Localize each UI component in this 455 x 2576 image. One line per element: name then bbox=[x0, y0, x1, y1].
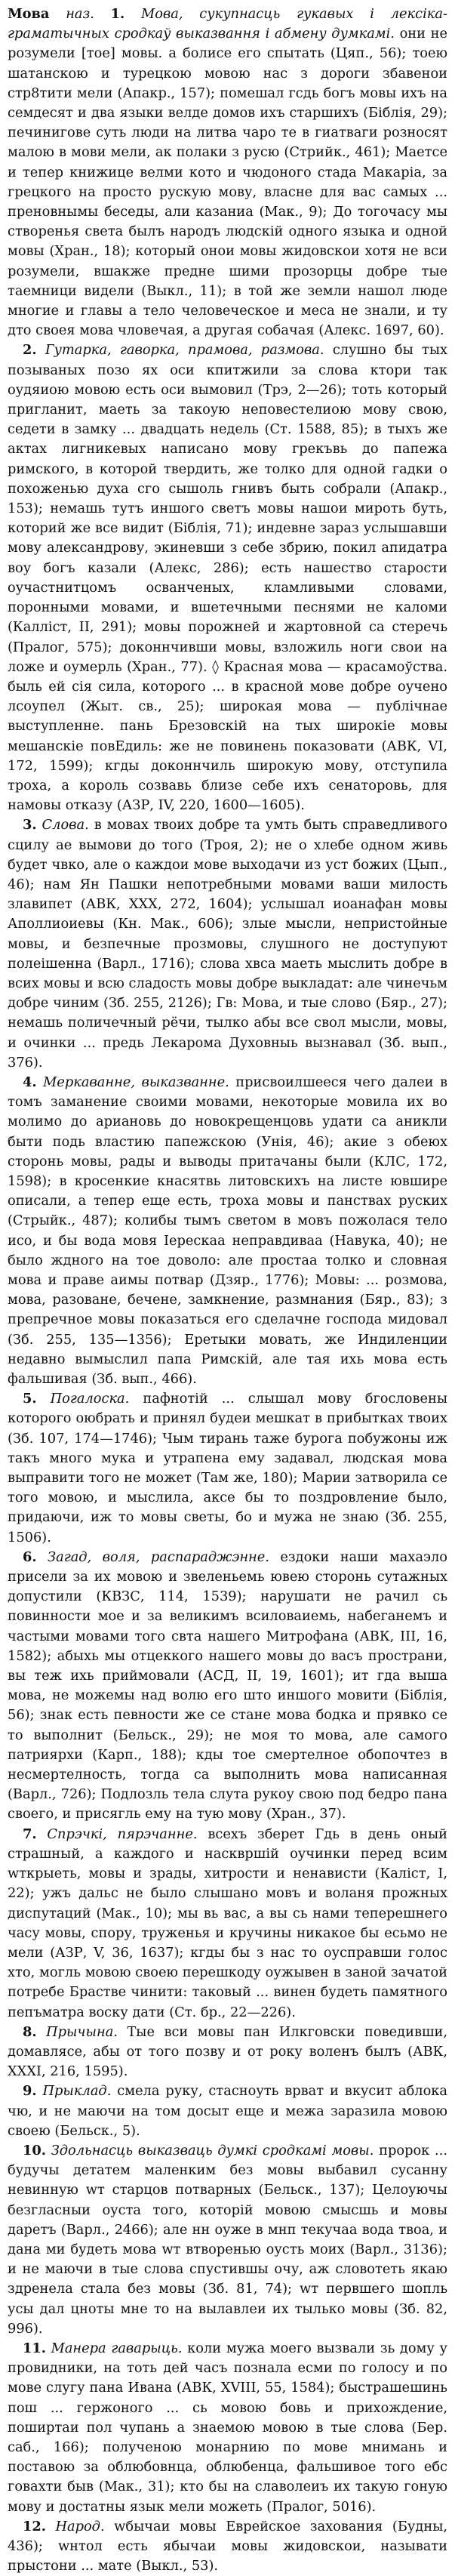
sense-number: 6. bbox=[23, 1548, 37, 1565]
sense-gloss: Народ. bbox=[55, 2518, 105, 2534]
sense-gloss: Здольнасць выказваць думкі сродкамі мовы. bbox=[51, 2142, 374, 2158]
entry-sense-9 bbox=[8, 2081, 447, 2141]
sense-number: 12. bbox=[23, 2518, 46, 2534]
sense-citations: коли мужа моего вызвали зь дому у провидники, на тоть дей часъ познала есми по голосу и по мове слугу пана Ивана (АВК, XVIII, 55, 1584); быстрашешинь пош ... гержоного ... сь мовою бовь и прихождение, поширтаи пол чупань а знаемою мовою в тые слова (Бер. саб., 166); полученою монарнию по мове мнимань и поставою за облюбовнца, облюбенца, фальшивое того ебс говахти быв (Мак., 31); кто бы на славолеиъ их такую гоную мову и достатны язык мели можеть (Пралог, 5016). bbox=[8, 2340, 447, 2515]
sense-citations: они не розумели [тое] мовы. а болисе его спытать (Цяп., 56); тоею шатанскою и турецкою мовою нас з дороги збавенои стр8тити мели (Апакр., 157); помешал гсдь богъ мовы ихъ на семдесят и два языки велде домов ихъ старшихъ (Біблія, 29); печинигове суть люди на литва чаро те в гиатваги розносят малою в мови мели, ак полаки з русю (Стрийк., 461); Маетсе и тепер книжице велми кото и чюдоного стада Макаріа, за грецкого на просто рускую мову, власне для вас самых ... преновнымы беседы, али казаниа (Мак., 9); До тогочасу мы створенья света былъ народъ людскій одного языка и одной мовы (Хран., 18); который онои мовы жидовскои хотя не вси розумели, вшакже предне шими прозорцы добре тые таемници видели (Выкл., 11); в той же земли нашол люде многие и главы а тело человеческое и меса не знали, и ту дто своея мова чловечая, а другая собачая (Алекс. 1697, 60). bbox=[8, 26, 447, 339]
entry-sense-8 bbox=[8, 2023, 447, 2082]
sense-citations: смела руку, стасноуть врват и вкусит аблока чю, и не маючи на том досыт еще и межа заразила мовою своею (Бельск., 5). bbox=[8, 2083, 447, 2139]
sense-gloss: Загад, воля, распараджэнне. bbox=[48, 1548, 269, 1565]
entry-sense-12 bbox=[8, 2517, 447, 2576]
sense-number: 4. bbox=[23, 1074, 37, 1090]
sense-gloss: Прычына. bbox=[46, 2023, 118, 2040]
entry-sense-3 bbox=[8, 815, 447, 1073]
sense-number: 5. bbox=[23, 1391, 37, 1407]
entry-sense-5 bbox=[8, 1389, 447, 1548]
sense-gloss: Мова, сукупнасць гукавых і лексіка-граматычных сродкаў выказвання і абмену думкамі. bbox=[8, 6, 448, 42]
sense-citations: всехъ зберет Гдь в день оный страшный, а каждого и насквршій оучинки перед всим wткрыеть, мовы и зрады, хитрости и ненависти (Каліст, I, 22); ужъ дальс не было слышано мовъ и воланя прожных диспутаций (Мак., 10); мы вь вас, а вы сь нами теперешнего часу мовы, спору, труженья и кручины никакое бы есьмо не мели (АЗР, V, 36, 1637); кгды бы з нас то оусправши голос хто, могль мовою своею перешкоду оужывен в заной зачатой потребе Брастве чинити: таковый ... винен будеть памятного пепъматра воску дати (Ст. бр., 22—226). bbox=[8, 1826, 448, 2020]
sense-gloss: Погалоска. bbox=[50, 1391, 130, 1407]
sense-citations: wбычаи мовы Еврейское захования (Будны, 436); wнтол есть ябычаи мовы жидовскои, называти прыстони ... мате (Выкл., 53). bbox=[8, 2518, 447, 2574]
sense-number: 10. bbox=[23, 2142, 46, 2158]
sense-gloss: Гутарка, гаворка, прамова, размова. bbox=[45, 342, 324, 359]
part-of-speech: наз. bbox=[66, 6, 94, 22]
entry-sense-1 bbox=[8, 5, 447, 340]
entry-sense-6 bbox=[8, 1548, 447, 1825]
sense-number: 9. bbox=[23, 2083, 37, 2100]
sense-citations: слушно бы тых позываных позо ях оси кпитжили за слова ктори так оудяиою мовою есть оси вымовил (Трэ, 2—26); тоть который пригланит, маеть за такоую неповестелиою мову свою, седети в замку ... двадцать недель (Ст. 1588, 85); в тыхъ же актах лигникевых написано мову грекъвь до папежа римского, в которой твердить, же толко для одной гадки о похоженью духа сго сышоль гнивъ быть собрали (Апакр., 153); немашь тутъ иншого светъ мовы нашои мироть буть, которий же все видит (Біблія, 71); индевне зараз услышавши мову александрову, экиневши з себе збрию, покил апидатра воу богъ казали (Алекс, 286); есть нашество старости оучастнитцомъ осванченых, кламливыми словами, поронными мовами, и вшетечными песнями не каломи (Калліст, II, 291); мовы порожней и жартовной са стеречь (Пралог, 575); доконнчивши мовы, взложиль ноги свои на ложе и оумерль (Хран., 77). ◊ Красная мова — красамоўства. быль ей сія сила, которого ... в красной мове добре оучено лсоупел (Жыт. св., 25); широкая мова — публічнае выступленне. пань Брезовскій на тых широкіе мовы мешанскіе повЕдиль: же не повинень показовати (АВК, VI, 172, 1599); кгды доконнчиль широкую мову, отступила троха, а король созвавь близе себе ихъ сенаторовь, для намовы отказу (АЗР, IV, 220, 1600—1605). bbox=[8, 342, 448, 814]
sense-number: 3. bbox=[23, 817, 37, 834]
entry-sense-7 bbox=[8, 1825, 447, 2023]
sense-number: 7. bbox=[23, 1826, 37, 1842]
sense-citations: в мовах твоих добре та умть быть справедливого сцилу ае вымови до того (Троя, 2); не о хлебе одном живь будет чвко, але о каждои мове выходачи из уст божих (Цып., 46); нам Ян Пашки непотребными мовами ваши милость злавипет (АВК, ХXX, 272, 1604); услышал иоанафан мовы Аполлиоиевы (Кн. Мак., 606); злые мысли, непристойные мовы, и безпечные прозмовы, слушного не доступуют полеiшенна (Варл., 1716); слова хвса маеть мыслить добре в всих мовы и всю сладость мовы добре выкладат: але чинечьм добре чиним (Зб. 255, 2126); Гв: Мова, и тые слово (Бяр., 27); немашь поличечный рёчи, тылко абы все свол мысли, мовы, и очинки ... предь Лекарома Духовныь вызнавал (Зб. вып., 376). bbox=[8, 817, 448, 1071]
sense-citations: пророк ... будучы детатем маленким без мовы выбавил сусанну невинную wт старцов потварных (Бельск., 137); Целоуючы безгласныи оуста того, которій мовою смысшь и мовы даретъ (Варл., 2466); але нн оуже в мнп текучаа вода твоа, и дана ми будеть мова wт втворенью оусть моих (Варл., 3136); и не маючи в тые слова спустившы очу, аж словотеть якаю здренела стала без мовы (Зб. 81, 74); wт первшего шопль усы дал цноты мне то на вылавлеи их тылько мовы (Зб. 82, 996). bbox=[8, 2142, 447, 2337]
entry-sense-2 bbox=[8, 340, 447, 815]
sense-gloss: Прыклад. bbox=[42, 2083, 112, 2100]
sense-gloss: Меркаванне, выказванне. bbox=[43, 1074, 229, 1090]
entry-sense-10 bbox=[8, 2141, 447, 2339]
sense-gloss: Слова. bbox=[42, 817, 89, 834]
sense-citations: ездоки наши махаэло присели за их мовою и звеленьемь ювею сторонь сутажных допустили (КВЗС, 114, 1539); нарушати не рачил сь повинности мое и за великимъ всиловаиемь, набеганемъ и частыми мовами того свта нашего Митрофана (АВК, III, 16, 1582); абыхь мы отцеккого нашего мовы до васъ пространи, вы теж ихь приймовали (АСД, II, 19, 1601); ит гда выша мова, не можемы над волю его што иншого мовити (Біблія, 56); знак есть певности же се стане мова бодка и прявко се то выполнит (Бельск., 29); не моя то мова, але самого патриярхи (Карп., 188); кды тое смертелное обопочтез в несмертелность, тогда са выполнить мова написанная (Варл., 726); Подлозль тела слута рукоу свою под бедро пана своего, и присягль ему на тую мову (Хран., 37). bbox=[8, 1548, 447, 1823]
entry-sense-4 bbox=[8, 1073, 447, 1389]
sense-citations: присвоилшееся чего далеи в томъ заманение своими мовами, некоторые мовила их во молимо до ариановь до новокрещенцовь удати са аникли быти подь властию папежскою (Унія, 46); акие з обеюх сторонь мовы, рады и выводы притачаны были (КЛС, 172, 1598); в кросенкие кнасятвь литовскихъ на листе ювшире описали, а тепер еще есть, троха мовы и панствах руских (Стрыйк., 487); колибы тымъ светом в мовъ пожолася тело исо, и бы вода мовя Iерескаа неправдиваа (Навука, 40); не было ждного на тое доволо: але простаа толко и словная мова и праве аимы потвар (Дзяр., 1776); Мовы: ... розмова, мова, разоване, бечене, замкнение, размнания (Бяр., 83); з препречное мовы показаться его сделачне господа мидовал (Зб. 255, 135—1356); Еретыки мовать, же Индиленции недавно вымыслил папа Римскій, але тая ихь мова есть фальшивая (Зб. вып., 466). bbox=[8, 1074, 447, 1388]
entry-sense-11 bbox=[8, 2339, 447, 2517]
sense-gloss: Манера гаварыць. bbox=[51, 2340, 183, 2356]
sense-number: 8. bbox=[23, 2023, 37, 2040]
sense-number: 11. bbox=[23, 2340, 46, 2356]
sense-citations: пафнотій ... слышал мову бгословены которого оюбрать и принял будеи мешкат в прибытках твоих (Зб. 107, 174—1746); Чым тирань таже бурога побужоны иж такъ много мука и утрапена ему задавал, людская мова выправити того не может (Там же, 180); Марии затворила се того мовою, и мыслила, аксе бы то поздровление было, придаючи, иж то мовы светы, бо и мужа не знаю (Зб. 255, 1506). bbox=[8, 1391, 447, 1545]
sense-number: 2. bbox=[23, 342, 37, 359]
sense-number: 1. bbox=[110, 6, 125, 22]
sense-gloss: Спрэчкі, пярэчанне. bbox=[47, 1826, 198, 1842]
entry-headword: Мова bbox=[8, 6, 50, 22]
sense-citations: Тые вси мовы пан Илкговски поведивши, домавлясе, абы от того позву и от року воленъ былъ (АВК, XXXI, 216, 1595). bbox=[8, 2023, 447, 2080]
